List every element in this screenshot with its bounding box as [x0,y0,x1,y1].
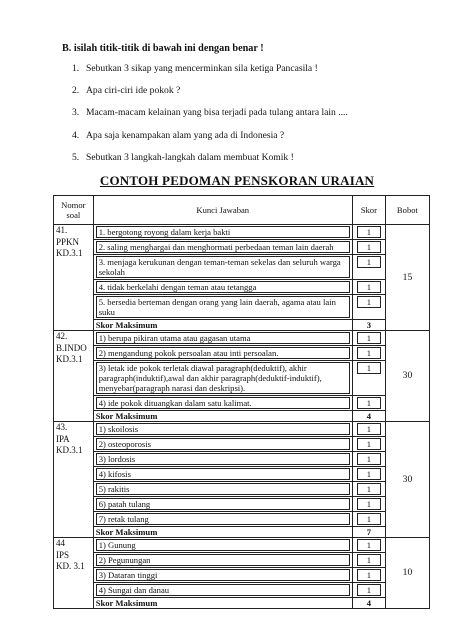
score-cell [352,568,385,583]
score-value: 1 [357,539,381,551]
question-text: Macam-macam kelainan yang bisa terjadi pada tulang antara lain .... [86,107,348,119]
table-row [54,568,430,583]
answer-key-cell [93,482,352,497]
score-cell [352,437,385,452]
question-item [72,63,348,85]
header-weight: Bobot [385,196,429,225]
weight-cell: 15 [385,225,429,331]
score-value: 1 [357,468,381,480]
question-number-line: 44 [56,538,65,548]
score-cell [352,538,385,553]
answer-key-cell [93,225,352,240]
answer-key-item: 4) ide pokok dituangkan dalam satu kalimat. [96,397,350,409]
rubric-title: CONTOH PEDOMAN PENSKORAN URAIAN [99,173,375,188]
score-value: 1 [357,296,381,308]
weight-cell: 10 [385,538,429,609]
weight-cell: 30 [385,331,429,422]
answer-key-cell [93,240,352,255]
question-number-line: KD.3.1 [56,248,83,258]
question-number: 4. [72,129,80,141]
answer-key-item: 3. menjaga kerukunan dengan teman-teman sekelas dan seluruh warga sekolah [96,256,350,278]
answer-key-item: 1) Gunung [96,539,350,551]
score-value: 1 [357,281,381,293]
max-score-value: 4 [352,411,385,422]
max-score-label: Skor Maksimum [93,411,352,422]
question-number-line: KD.3.1 [56,354,83,364]
table-row [54,467,430,482]
question-number-line: 43. [56,422,68,432]
answer-key-item: 1) berupa pikiran utama atau gagasan utama [96,332,350,344]
answer-key-item: 4) kifosis [96,468,350,480]
header-score: Skor [352,196,385,225]
score-value: 1 [357,513,381,525]
answer-key-cell [93,512,352,527]
question-item [72,85,348,107]
score-cell [352,422,385,437]
table-row [54,280,430,295]
table-row [54,295,430,320]
answer-key-cell [93,538,352,553]
question-number-line: IPS [56,549,70,560]
answer-key-item: 1. bergotong royong dalam kerja bakti [96,226,350,238]
question-number: 3. [72,107,80,119]
answer-key-item: 2) mengandung pokok persoalan atau inti persoalan. [96,347,350,359]
section-title: B. isilah titik-titik di bawah ini dengan benar ! [62,43,264,54]
answer-key-item: 4) Sungai dan danau [96,584,350,596]
question-text: Apa saja kenampakan alam yang ada di Indonesia ? [86,129,285,141]
max-score-value: 7 [352,527,385,538]
answer-key-item: 1) skoilosis [96,423,350,435]
table-row [54,361,430,396]
score-value: 1 [357,554,381,566]
answer-key-item: 5. bersedia berteman dengan orang yang lain daerah, agama atau lain suku [96,296,350,318]
question-number-line: IPA [56,433,70,444]
table-row [54,512,430,527]
answer-key-item: 2) osteoporosis [96,438,350,450]
max-score-label: Skor Maksimum [93,527,352,538]
answer-key-cell [93,331,352,346]
score-value: 1 [357,423,381,435]
answer-key-cell [93,452,352,467]
answer-key-cell [93,467,352,482]
answer-key-cell [93,295,352,320]
table-row [54,346,430,361]
score-value: 1 [357,332,381,344]
question-number: 2. [72,85,80,97]
answer-key-cell [93,497,352,512]
question-number: 5. [72,151,80,163]
table-row [54,396,430,411]
question-number-line: KD. 3.1 [56,561,85,571]
table-row [54,240,430,255]
max-score-value: 3 [352,320,385,331]
score-cell [352,346,385,361]
max-score-label: Skor Maksimum [93,598,352,609]
score-cell [352,512,385,527]
question-number-line: PPKN [56,236,80,247]
question-number-line: 41. [56,225,68,235]
table-row [54,225,430,240]
score-cell [352,331,385,346]
score-value: 1 [357,438,381,450]
answer-key-item: 3) lordosis [96,453,350,465]
score-cell [352,452,385,467]
question-text: Sebutkan 3 sikap yang mencerminkan sila ketiga Pancasila ! [86,63,318,74]
header-no: Nomor soal [54,196,94,225]
question-text: Apa ciri-ciri ide pokok ? [86,85,181,97]
weight-cell: 30 [385,422,429,538]
header-key: Kunci Jawaban [93,196,352,225]
question-number: 1. [72,63,80,74]
score-value: 1 [357,498,381,510]
answer-key-item: 6) patah tulang [96,498,350,510]
score-cell [352,280,385,295]
max-score-label: Skor Maksimum [93,320,352,331]
table-row [54,497,430,512]
answer-key-cell [93,553,352,568]
answer-key-item: 2) Pegunungan [96,554,350,566]
question-list [72,63,348,174]
table-row [54,583,430,598]
answer-key-cell [93,583,352,598]
score-cell [352,583,385,598]
table-header-row [54,196,430,225]
question-number-cell [54,331,94,422]
rubric-body [54,225,430,609]
answer-key-item: 4. tidak berkelahi dengan teman atau tetangga [96,281,350,293]
score-value: 1 [357,483,381,495]
answer-key-cell [93,396,352,411]
table-row [54,331,430,346]
answer-key-item: 7) retak tulang [96,513,350,525]
score-cell [352,225,385,240]
score-cell [352,396,385,411]
question-text: Sebutkan 3 langkah-langkah dalam membuat Komik ! [86,151,294,163]
max-score-row [54,411,430,422]
score-value: 1 [357,256,381,268]
answer-key-item: 5) rakitis [96,483,350,495]
question-number-line: KD.3.1 [56,445,83,455]
score-cell [352,295,385,320]
answer-key-cell [93,255,352,280]
question-item [72,130,348,152]
table-row [54,422,430,437]
score-cell [352,240,385,255]
score-cell [352,497,385,512]
table-row [54,255,430,280]
answer-key-cell [93,280,352,295]
score-value: 1 [357,347,381,359]
scoring-rubric-table [53,195,430,609]
score-value: 1 [357,569,381,581]
answer-key-cell [93,346,352,361]
answer-key-item: 3) letak ide pokok terletak diawal paragraph(deduktif), akhir paragraph(induktif),awal dan akhir paragraph(deduktif-induktif), menyebar(paragraph narasi dan deskripsi). [96,362,350,394]
table-row [54,553,430,568]
max-score-row [54,320,430,331]
max-score-row [54,527,430,538]
answer-key-item: 3) Dataran tinggi [96,569,350,581]
question-number-line: 42. [56,331,68,341]
score-value: 1 [357,584,381,596]
answer-key-cell [93,361,352,396]
score-cell [352,482,385,497]
score-cell [352,361,385,396]
score-cell [352,467,385,482]
question-number-line: B.INDO [56,342,87,353]
max-score-row [54,598,430,609]
question-number-cell [54,422,94,538]
table-row [54,452,430,467]
score-value: 1 [357,362,381,374]
score-value: 1 [357,453,381,465]
table-row [54,437,430,452]
score-cell [352,255,385,280]
table-row [54,538,430,553]
answer-key-item: 2. saling menghargai dan menghormati perbedaan teman lain daerah [96,241,350,253]
answer-key-cell [93,437,352,452]
question-item [72,107,348,129]
max-score-value: 4 [352,598,385,609]
question-number-cell [54,538,94,609]
score-value: 1 [357,241,381,253]
question-item [72,152,348,174]
score-value: 1 [357,397,381,409]
score-value: 1 [357,226,381,238]
answer-key-cell [93,422,352,437]
score-cell [352,553,385,568]
table-row [54,482,430,497]
question-number-cell [54,225,94,331]
answer-key-cell [93,568,352,583]
